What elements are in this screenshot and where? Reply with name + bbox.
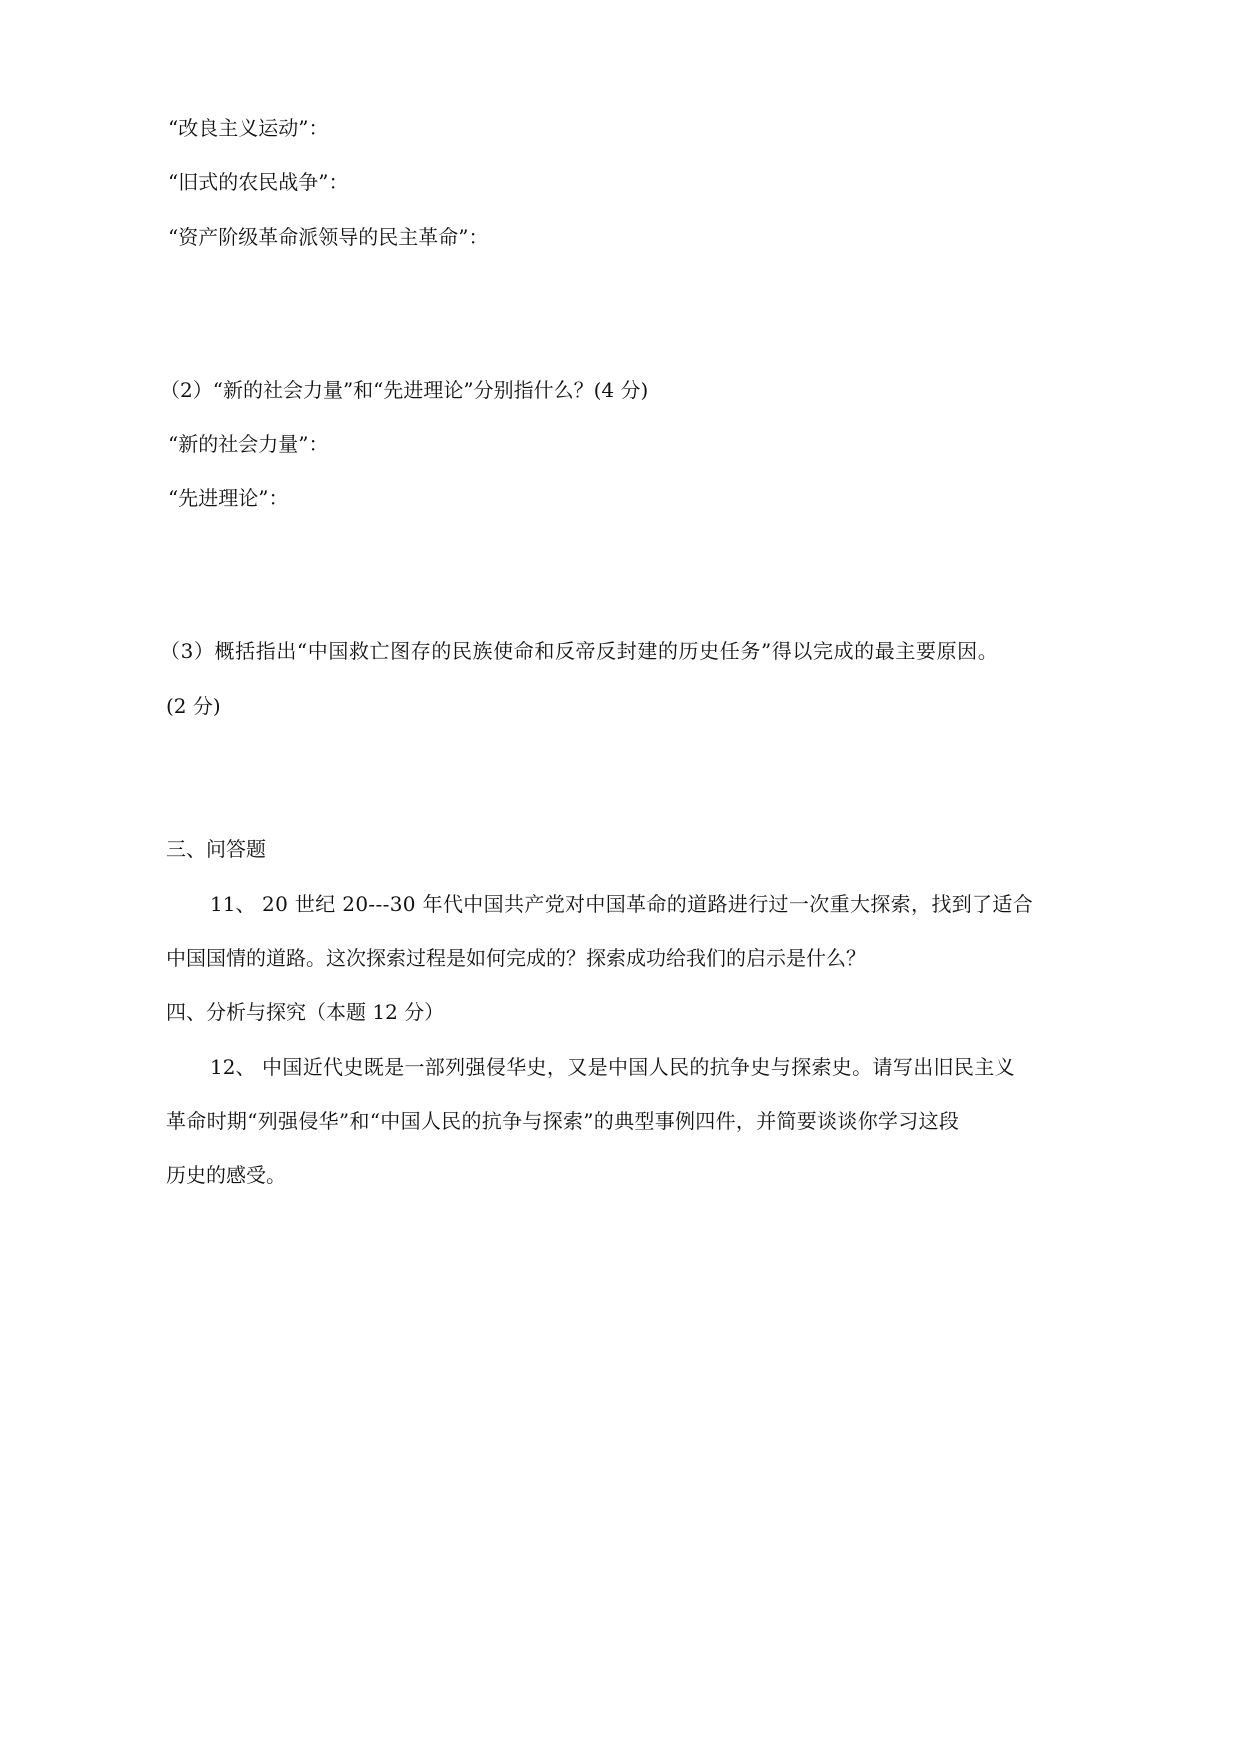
q12-line2: 革命时期“列强侵华”和“中国人民的抗争与探索”的典型事例四件，并简要谈谈你学习这段 [166, 1109, 960, 1133]
q2-prompt: （2）“新的社会力量”和“先进理论”分别指什么？(4 分) [160, 378, 649, 402]
q11-line2: 中国国情的道路。这次探索过程是如何完成的？探索成功给我们的启示是什么？ [166, 946, 866, 970]
q12-line1 [210, 1055, 1015, 1079]
q1-item-bourgeois-revolution: “资产阶级革命派领导的民主革命”： [168, 225, 489, 249]
q1-item-peasant-war: “旧式的农民战争”： [168, 170, 349, 194]
q2-item-new-social-force: “新的社会力量”： [168, 432, 329, 456]
q12-text-line1: 中国近代史既是一部列强侵华史，又是中国人民的抗争史与探索史。请写出旧民主义 [262, 1055, 1015, 1079]
q11-text-line1: 20 世纪 20---30 年代中国共产党对中国革命的道路进行过一次重大探索，找到了适合 [262, 892, 1034, 916]
q11-number: 11、 [210, 892, 256, 916]
q11-line1 [210, 892, 1033, 916]
section-four-heading: 四、分析与探究（本题 12 分） [166, 1000, 445, 1024]
section-three-heading: 三、问答题 [166, 837, 266, 861]
q12-line3: 历史的感受。 [166, 1163, 286, 1187]
q3-prompt-line1: （3）概括指出“中国救亡图存的民族使命和反帝反封建的历史任务”得以完成的最主要原因。 [160, 639, 999, 663]
q12-number: 12、 [210, 1055, 256, 1079]
q1-item-reformist-movement: “改良主义运动”： [168, 116, 329, 140]
q3-prompt-line2: (2 分) [166, 694, 221, 718]
q2-item-advanced-theory: “先进理论”： [168, 486, 289, 510]
